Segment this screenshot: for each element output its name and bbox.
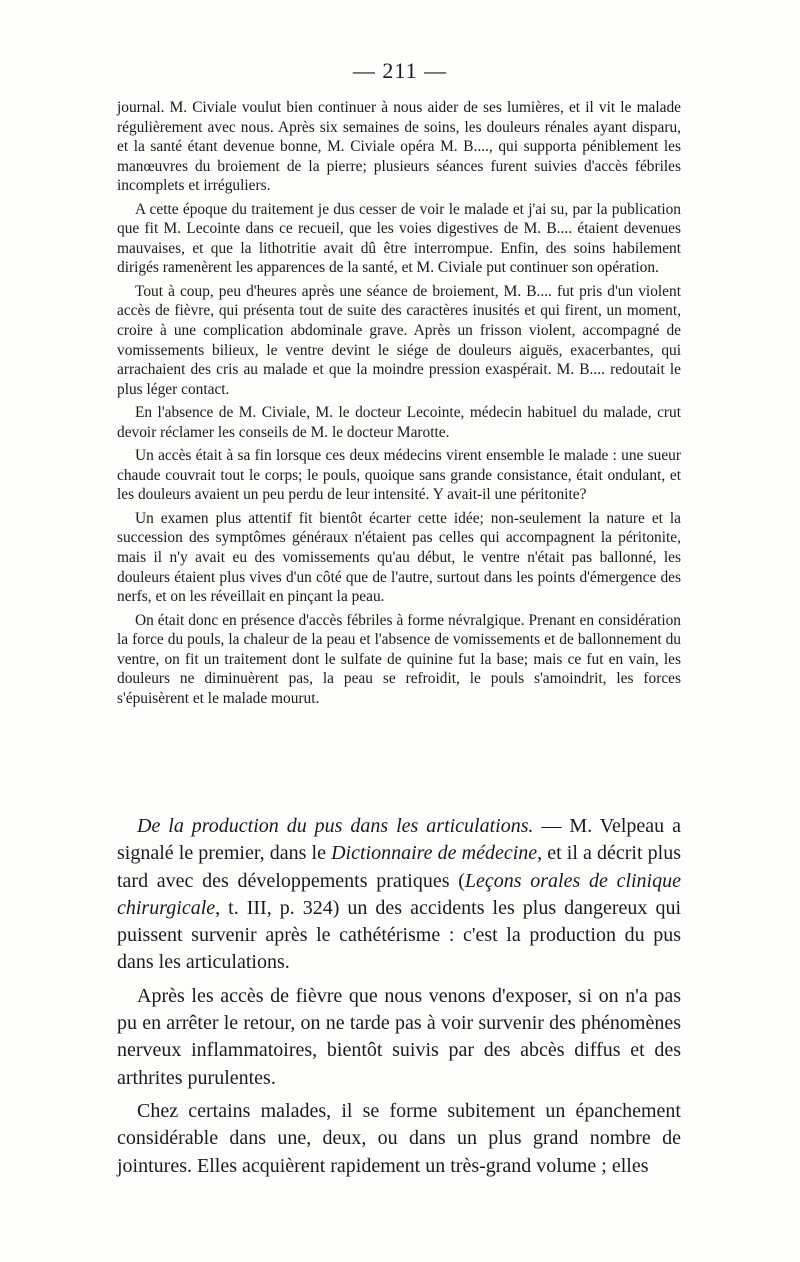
paragraph-3: Tout à coup, peu d'heures après une séance de broiement, M. B.... fut pris d'un violent accès de fièvre, qui présenta tout de suite des caractères inusités et qui firent, un moment, croire à une complication abdominale grave. Après un frisson violent, accompagné de vomissements bilieux, le ventre devint le siége de douleurs aiguës, exacerbantes, qui arrachaient des cris au malade et que la moindre pression exaspérait. M. B.... redoutait le plus léger contact. — [117, 282, 681, 398]
case-report-text — [117, 98, 681, 708]
paragraph-7: On était donc en présence d'accès fébriles à forme névralgique. Prenant en considération la force du pouls, la chaleur de la peau et l'absence de vomissements et de ballonnement du ventre, on fit un traitement dont le sulfate de quinine fut la base; mais ce fut en vain, les douleurs ne diminuèrent pas, la peau se refroidit, le pouls s'amoindrit, les forces s'épuisèrent et le malade mourut. — [117, 611, 681, 707]
paragraph-4: En l'absence de M. Civiale, M. le docteur Lecointe, médecin habituel du malade, crut devoir réclamer les conseils de M. le docteur Marotte. — [117, 404, 681, 441]
section-paragraph-1 — [117, 813, 681, 977]
citation-dictionnaire: Dictionnaire de médecine — [331, 842, 538, 865]
main-text — [117, 813, 681, 1180]
paragraph-2: A cette époque du traitement je dus cesser de voir le malade et j'ai su, par la publication que fit M. Lecointe dans ce recueil, que les voies digestives de M. B.... étaient devenues mauvaises, et que la lithotritie avait dû être interrompue. Enfin, des soins habilement dirigés ramenèrent les apparences de la santé, et M. Civiale put continuer son opération. — [117, 200, 681, 277]
page-number: — 211 — — [352, 58, 448, 83]
citation-lecons: Leçons orales de clinique chirurgicale — [117, 869, 681, 919]
section-title: De la production du pus dans les articulations. — [137, 815, 534, 837]
text-run: , t. III, p. 324) un des accidents les plus dangereux qui puissent survenir après le cathétérisme : c'est la production du pus dans les articulations. — [117, 896, 681, 974]
text-run: , et il a décrit plus tard avec des développements pratiques ( — [117, 842, 681, 892]
paragraph-6: Un examen plus attentif fit bientôt écarter cette idée; non-seulement la nature et la succession des symptômes généraux n'étaient pas celles qui accompagnent la péritonite, mais il n'y avait eu des vomissements qu'au début, le ventre n'était pas ballonné, les douleurs étaient plus vives d'un côté que de l'autre, surtout dans les points d'émergence des nerfs, et on les réveillait en pinçant la peau. — [117, 509, 681, 606]
paragraph-1: journal. M. Civiale voulut bien continuer à nous aider de ses lumières, et il vit le malade régulièrement avec nous. Après six semaines de soins, les douleurs rénales ayant disparu, et la santé étant devenue bonne, M. Civiale opéra M. B...., qui supporta péniblement les manœuvres du broiement de la pierre; plusieurs séances furent suivies d'accès fébriles incomplets et irréguliers. — [117, 99, 681, 195]
section-paragraph-2: Après les accès de fièvre que nous venons d'exposer, si on n'a pas pu en arrêter le retour, on ne tarde pas à voir survenir des phénomènes nerveux inflammatoires, bientôt suivis par des abcès diffus et des arthrites purulentes. — [117, 984, 681, 1089]
text-run: — M. Velpeau a signalé le premier, dans le — [117, 815, 681, 865]
section-paragraph-3: Chez certains malades, il se forme subitement un épanchement considérable dans une, deux, ou dans un plus grand nombre de jointures. Elles acquièrent rapidement un très-grand volume ; elles — [117, 1099, 681, 1177]
paragraph-5: Un accès était à sa fin lorsque ces deux médecins virent ensemble le malade : une sueur chaude couvrait tout le corps; le pouls, quoique sans grande consistance, était ondulant, et les douleurs avaient un peu perdu de leur intensité. Y avait-il une péritonite? — [117, 447, 681, 504]
